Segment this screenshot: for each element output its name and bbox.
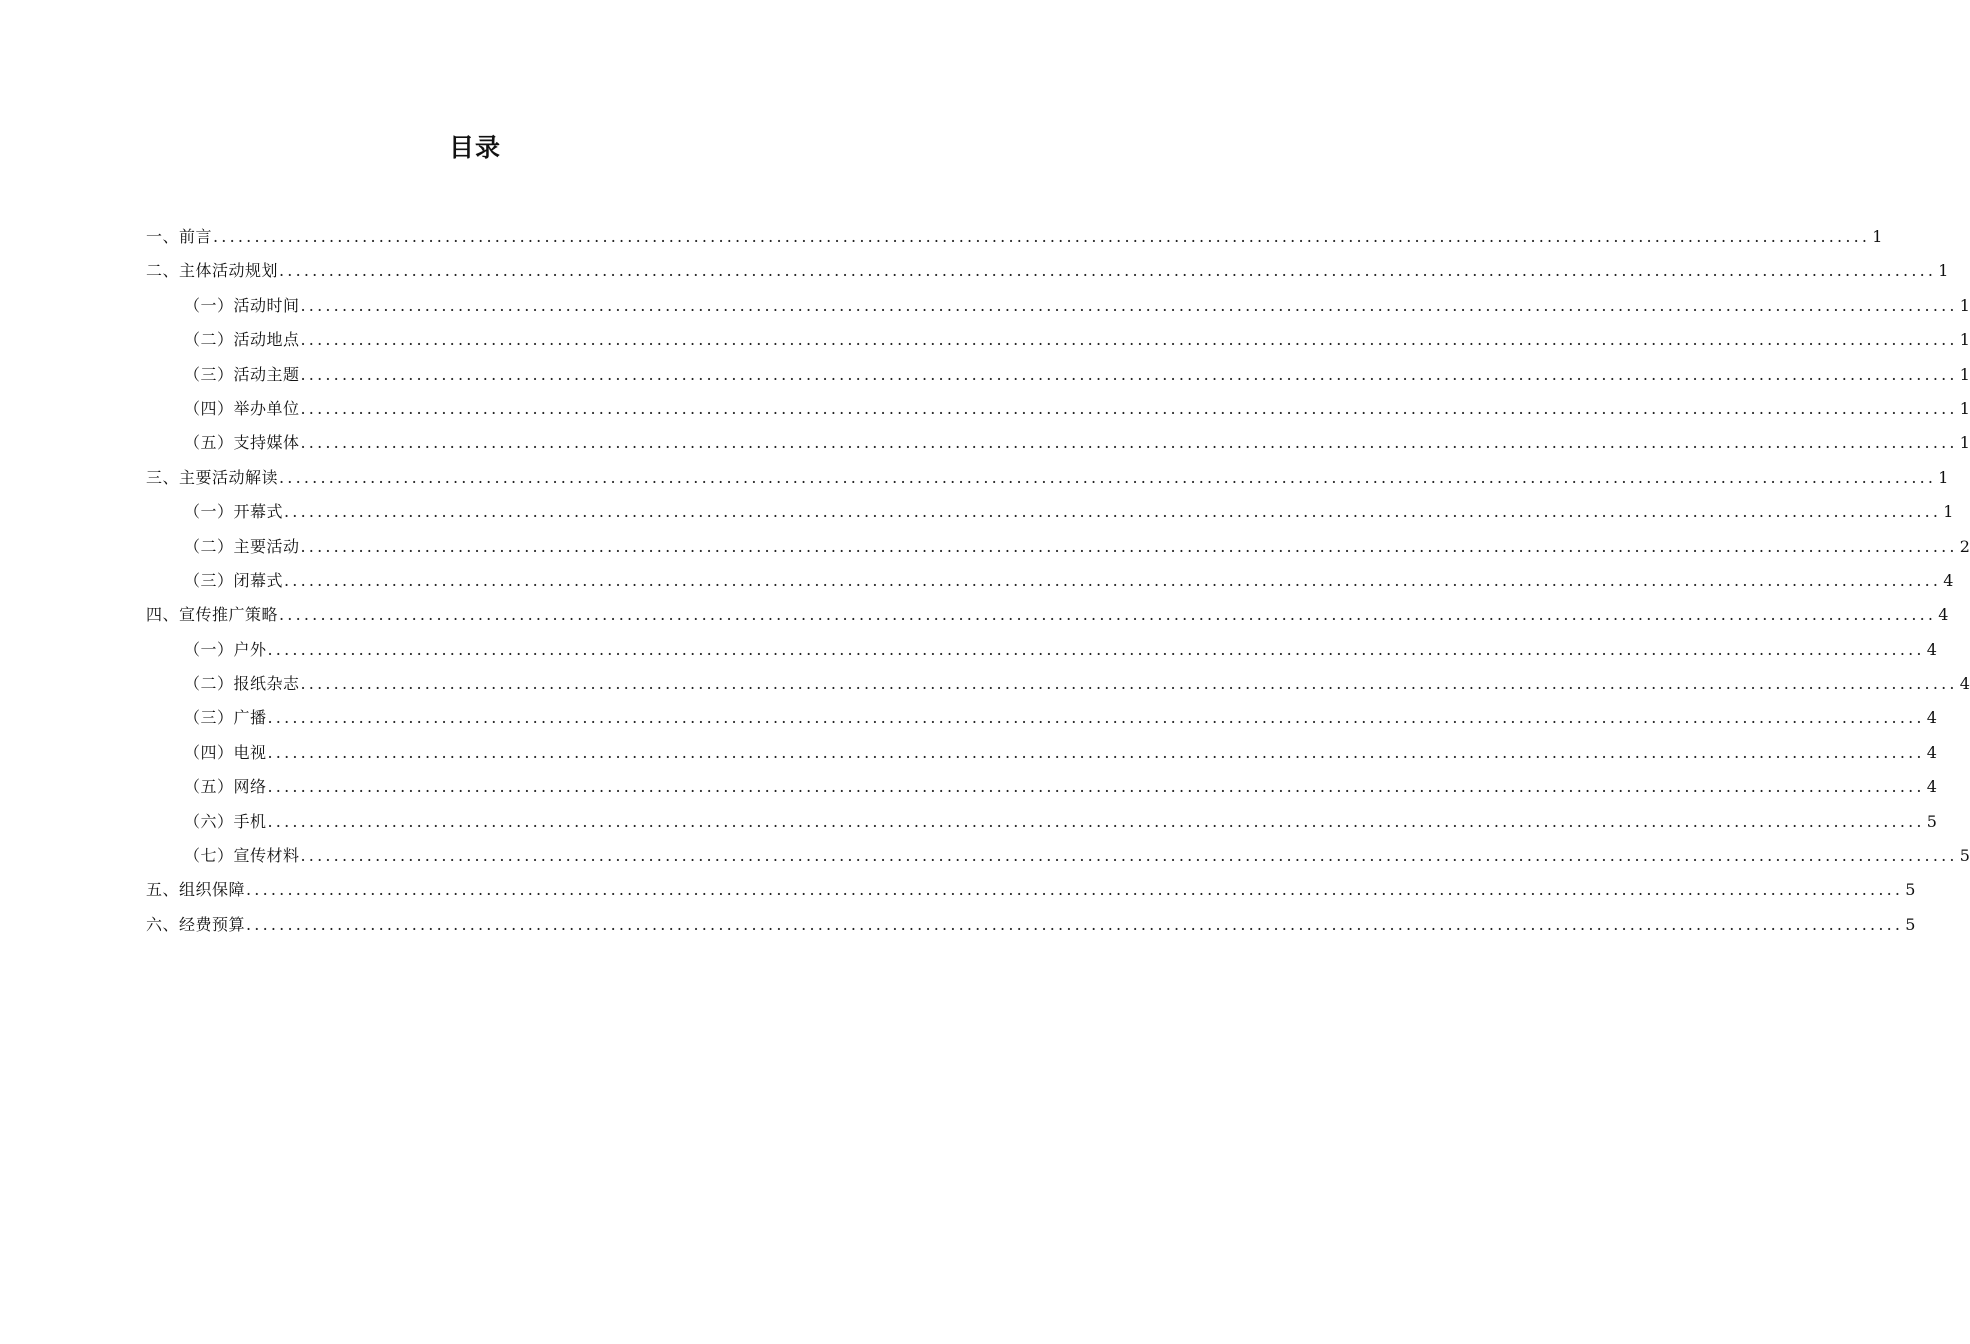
toc-entry-label: （一）开幕式 bbox=[184, 502, 284, 522]
toc-entry-label: （七）宣传材料 bbox=[184, 846, 300, 866]
toc-dot-leader: ........................................................................................................................................................................................................ bbox=[300, 295, 1958, 315]
toc-entry-label: 一、前言 bbox=[146, 227, 213, 246]
toc-entry-label: （二）活动地点 bbox=[184, 330, 300, 350]
toc-entry-page-number: 1 bbox=[1938, 261, 1949, 281]
toc-entry[interactable] bbox=[146, 532, 1970, 566]
toc-entry-page-number: 1 bbox=[1959, 330, 1970, 350]
toc-entry[interactable] bbox=[146, 738, 1937, 772]
toc-entry-page-number: 4 bbox=[1926, 639, 1937, 659]
toc-entry-label: 四、宣传推广策略 bbox=[146, 605, 279, 625]
toc-dot-leader: ........................................................................................................................................................................................................ bbox=[300, 846, 1958, 866]
toc-dot-leader: ........................................................................................................................................................................................................ bbox=[300, 330, 1958, 350]
toc-entry[interactable] bbox=[146, 256, 1949, 290]
toc-dot-leader: ........................................................................................................................................................................................................ bbox=[300, 398, 1958, 418]
toc-dot-leader: ........................................................................................................................................................................................................ bbox=[279, 605, 1937, 625]
toc-dot-leader: ........................................................................................................................................................................................................ bbox=[246, 914, 1904, 934]
toc-dot-leader: ........................................................................................................................................................................................................ bbox=[267, 777, 1925, 797]
toc-entry-label: 五、组织保障 bbox=[146, 880, 246, 900]
toc-entry[interactable] bbox=[146, 772, 1937, 806]
toc-entry-page-number: 4 bbox=[1926, 742, 1937, 762]
toc-entry-label: （三）广播 bbox=[184, 708, 267, 728]
toc-entry-page-number: 1 bbox=[1872, 227, 1883, 246]
toc-entry-label: （四）举办单位 bbox=[184, 398, 300, 418]
toc-entry[interactable] bbox=[146, 807, 1937, 841]
toc-entry-page-number: 5 bbox=[1926, 811, 1937, 831]
toc-entry-label: 六、经费预算 bbox=[146, 914, 246, 934]
toc-dot-leader: ........................................................................................................................................................................................................ bbox=[284, 570, 1942, 590]
toc-entry-label: （三）活动主题 bbox=[184, 364, 300, 384]
page-title: 目录 bbox=[448, 133, 501, 162]
toc-entry[interactable] bbox=[146, 566, 1954, 600]
table-of-contents bbox=[146, 222, 1970, 944]
toc-entry[interactable] bbox=[146, 394, 1970, 428]
toc-dot-leader: ........................................................................................................................................................................................................ bbox=[300, 364, 1958, 384]
toc-entry-label: （二）报纸杂志 bbox=[184, 674, 300, 694]
toc-entry[interactable] bbox=[146, 497, 1954, 531]
toc-entry-label: （三）闭幕式 bbox=[184, 570, 284, 590]
toc-entry-page-number: 1 bbox=[1959, 398, 1970, 418]
toc-dot-leader: ........................................................................................................................................................................................................ bbox=[267, 639, 1925, 659]
toc-entry-page-number: 4 bbox=[1926, 708, 1937, 728]
toc-entry-page-number: 5 bbox=[1959, 846, 1970, 866]
toc-entry[interactable] bbox=[146, 325, 1970, 359]
toc-entry-label: （五）网络 bbox=[184, 777, 267, 797]
toc-entry-label: 三、主要活动解读 bbox=[146, 467, 279, 487]
toc-entry-page-number: 4 bbox=[1943, 570, 1954, 590]
toc-dot-leader: ........................................................................................................................................................................................................ bbox=[300, 674, 1958, 694]
toc-entry-page-number: 4 bbox=[1926, 777, 1937, 797]
toc-entry[interactable] bbox=[146, 428, 1970, 462]
toc-dot-leader: ........................................................................................................................................................................................................ bbox=[267, 708, 1925, 728]
toc-entry[interactable] bbox=[146, 222, 1883, 256]
toc-entry-page-number: 5 bbox=[1905, 914, 1916, 934]
toc-dot-leader: ........................................................................................................................................................................................................ bbox=[284, 502, 1942, 522]
toc-entry[interactable] bbox=[146, 291, 1970, 325]
toc-entry[interactable] bbox=[146, 875, 1916, 909]
toc-entry[interactable] bbox=[146, 841, 1970, 875]
toc-entry-label: （二）主要活动 bbox=[184, 536, 300, 556]
toc-entry[interactable] bbox=[146, 463, 1949, 497]
toc-entry[interactable] bbox=[146, 669, 1970, 703]
toc-entry-page-number: 1 bbox=[1959, 433, 1970, 453]
toc-entry[interactable] bbox=[146, 600, 1949, 634]
toc-entry-page-number: 4 bbox=[1938, 605, 1949, 625]
toc-entry-label: （四）电视 bbox=[184, 742, 267, 762]
toc-entry-page-number: 1 bbox=[1943, 502, 1954, 522]
toc-entry-label: （一）户外 bbox=[184, 639, 267, 659]
toc-dot-leader: ........................................................................................................................................................................................................ bbox=[267, 742, 1925, 762]
toc-dot-leader: ........................................................................................................................................................................................................ bbox=[267, 811, 1925, 831]
toc-dot-leader: ........................................................................................................................................................................................................ bbox=[213, 227, 1871, 246]
toc-entry-label: （一）活动时间 bbox=[184, 295, 300, 315]
toc-entry-page-number: 1 bbox=[1959, 295, 1970, 315]
toc-entry-page-number: 4 bbox=[1959, 674, 1970, 694]
toc-entry-page-number: 5 bbox=[1905, 880, 1916, 900]
toc-entry-label: 二、主体活动规划 bbox=[146, 261, 279, 281]
toc-entry[interactable] bbox=[146, 360, 1970, 394]
toc-entry[interactable] bbox=[146, 910, 1916, 944]
toc-entry[interactable] bbox=[146, 635, 1937, 669]
toc-dot-leader: ........................................................................................................................................................................................................ bbox=[300, 536, 1958, 556]
toc-dot-leader: ........................................................................................................................................................................................................ bbox=[279, 261, 1937, 281]
toc-entry[interactable] bbox=[146, 703, 1937, 737]
toc-entry-page-number: 2 bbox=[1959, 536, 1970, 556]
toc-dot-leader: ........................................................................................................................................................................................................ bbox=[300, 433, 1958, 453]
toc-entry-page-number: 1 bbox=[1959, 364, 1970, 384]
toc-entry-label: （六）手机 bbox=[184, 811, 267, 831]
toc-dot-leader: ........................................................................................................................................................................................................ bbox=[279, 467, 1937, 487]
toc-entry-label: （五）支持媒体 bbox=[184, 433, 300, 453]
toc-dot-leader: ........................................................................................................................................................................................................ bbox=[246, 880, 1904, 900]
toc-entry-page-number: 1 bbox=[1938, 467, 1949, 487]
